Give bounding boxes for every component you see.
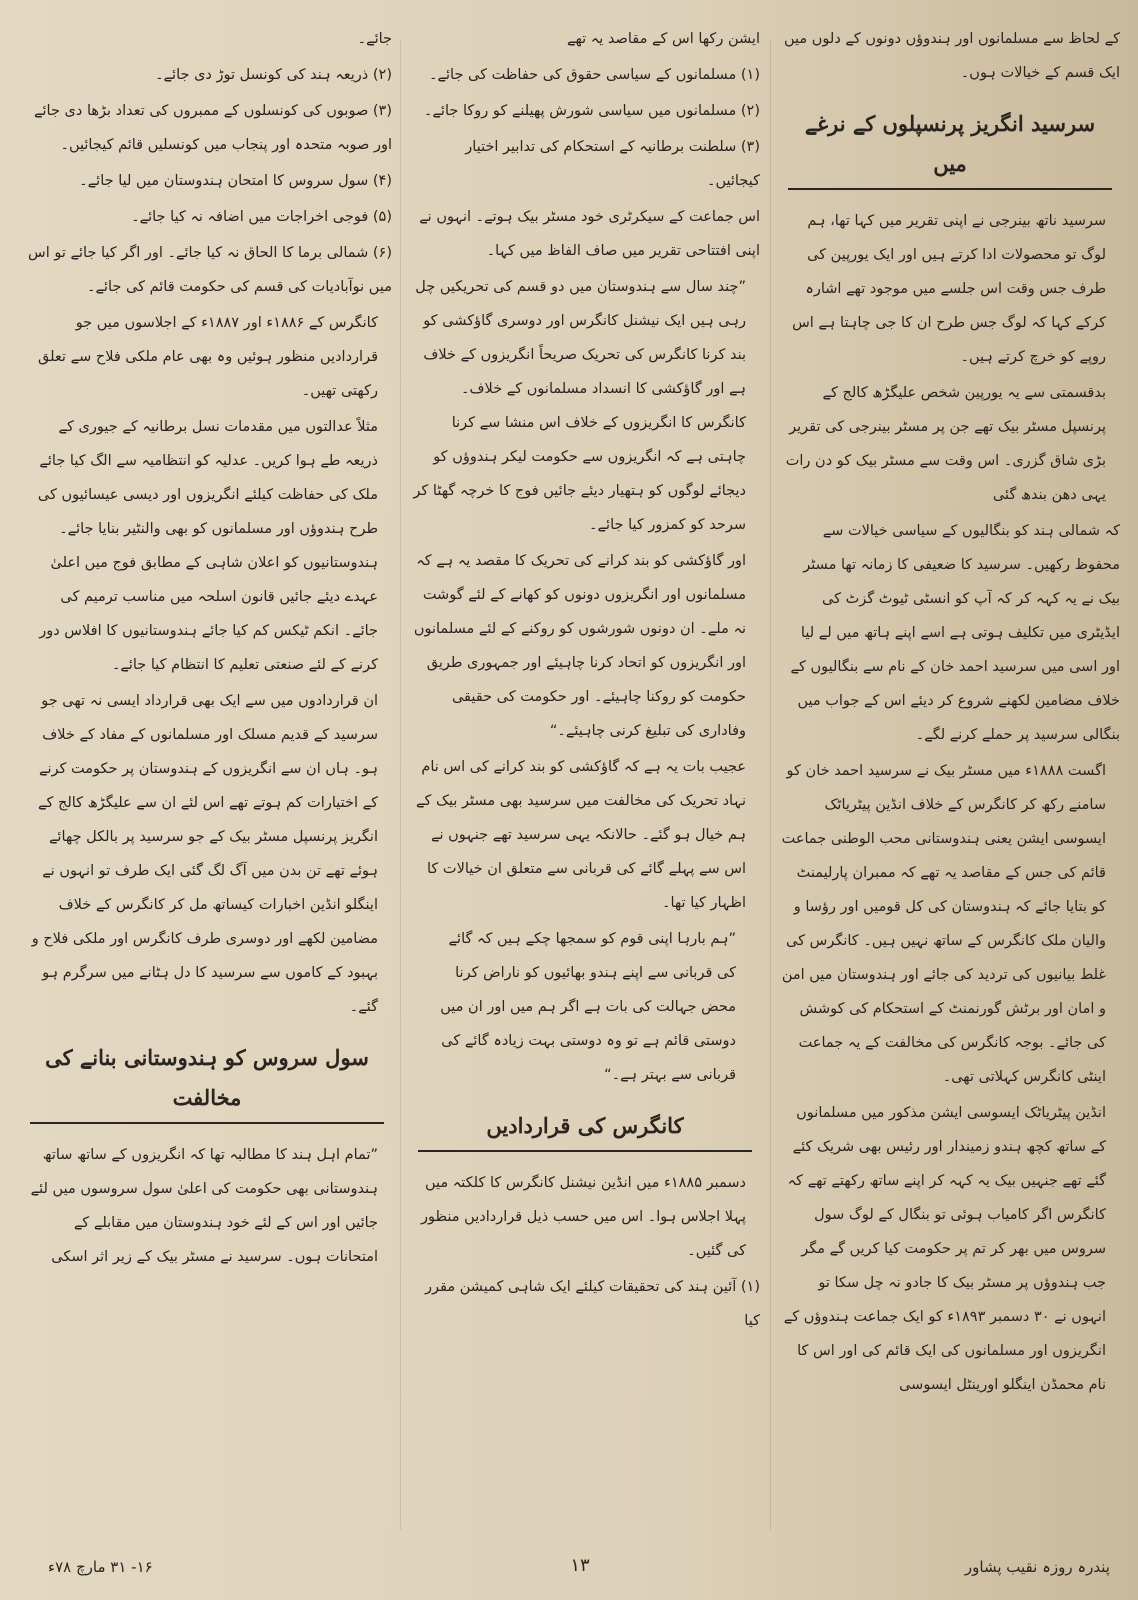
page-number: ۱۳ xyxy=(570,1555,590,1576)
paragraph: اور گاؤکشی کو بند کرانے کی تحریک کا مقصد یہ ہے کہ مسلمانوں اور انگریزوں دونوں کو کھانے کے لئے گوشت نہ ملے۔ ان دونوں شورشوں کو روکنے کے لئے مسلمانوں اور انگریزوں کو اتحاد کرنا چاہیئے اور جمہوری طریق حکومت کو روکنا چاہیئے۔ اور حکومت کی حقیقی وفاداری کی تبلیغ کرنی چاہیئے۔“ xyxy=(413,553,746,739)
paragraph: دسمبر ۱۸۸۵ء میں انڈین نیشنل کانگرس کا کلکتہ میں پہلا اجلاس ہوا۔ اس میں حسب ذیل قراردادیں منظور کی گئیں۔ xyxy=(421,1175,746,1259)
left-column xyxy=(22,22,392,1540)
paragraph: ایشن رکھا اس کے مقاصد یہ تھے xyxy=(566,31,760,47)
paragraph: انڈین پیٹریاٹک ایسوسی ایشن مذکور میں مسلمانوں کے ساتھ کچھ ہندو زمیندار اور رئیس بھی شریک کئے گئے تھے جنہیں بیک یہ کہہ کر اپنے ساتھ رکھتے تھے کہ کانگرس اگر کامیاب ہوئی تو بنگال کے لوگ سول سروس میں بھر کر تم پر حکومت کیا کریں گے مگر جب ہندوؤں پر مسٹر بیک کا جادو نہ چل سکا تو انہوں نے ۳۰ دسمبر ۱۸۹۳ء کو ایک جماعت ہندوؤں کے انگریزوں اور مسلمانوں کی ایک قائم کی اور اس کا نام محمڈن اینگلو اورینٹل ایسوسی xyxy=(783,1105,1106,1393)
paragraph: کہ شمالی ہند کو بنگالیوں کے سیاسی خیالات سے محفوظ رکھیں۔ سرسید کا ضعیفی کا زمانہ تھا مسٹر بیک نے یہ کہہ کر کہ آپ کو انسٹی ٹیوٹ گزٹ کی ایڈیٹری میں تکلیف ہوتی ہے اسے اپنے ہاتھ میں لے لیا اور اسی میں سرسید احمد خان کے نام سے بنگالیوں کے خلاف مضامین لکھنے شروع کر دیئے اس کے جواب میں بنگالی سرسید پر حملے کرنے لگے۔ xyxy=(790,523,1120,743)
issue-date: ۱۶- ۳۱ مارچ ۷۸ء xyxy=(48,1558,153,1576)
quoted-paragraph: ”چند سال سے ہندوستان میں دو قسم کی تحریکیں چل رہی ہیں ایک نیشنل کانگرس اور دوسری گاؤکشی کو بند کرنا کانگرس کی تحریک صریحاً انگریزوں کے خلاف ہے اور گاؤکشی کا انسداد مسلمانوں کے خلاف۔ کانگرس کا انگریزوں کے خلاف اس منشا سے کرنا چاہتی ہے کہ انگریزوں سے حکومت لیکر ہندوؤں کو دیجائے لوگوں کو ہتھیار دیئے جائیں فوج کا خرچہ گھٹا کر سرحد کو کمزور کیا جائے۔ xyxy=(413,279,746,533)
section-heading: کانگرس کی قراردادیں xyxy=(418,1106,752,1152)
paragraph: ”تمام اہل ہند کا مطالبہ تھا کہ انگریزوں کے ساتھ ساتھ ہندوستانی بھی حکومت کی اعلیٰ سول سروسوں میں لئے جائیں اور اس کے لئے خود ہندوستان میں مقابلے کے امتحانات ہوں۔ سرسید نے مسٹر بیک کے زیر اثر اسکی xyxy=(30,1147,378,1265)
intro-paragraph: کے لحاظ سے مسلمانوں اور ہندوؤں دونوں کے دلوں میں ایک قسم کے خیالات ہوں۔ xyxy=(783,31,1120,81)
list-item: (۶) شمالی برما کا الحاق نہ کیا جائے۔ اور اگر کیا جائے تو اس میں نوآبادیات کی قسم کی حکومت قائم کی جائے۔ xyxy=(28,245,392,295)
paragraph: عجیب بات یہ ہے کہ گاؤکشی کو بند کرانے کی اس نام نہاد تحریک کی مخالفت میں سرسید بھی مسٹر بیک کے ہم خیال ہو گئے۔ حالانکہ یہی سرسید تھے جنہوں نے اس سے پہلے گائے کی قربانی سے متعلق ان خیالات کا اظہار کیا تھا۔ xyxy=(416,759,746,911)
list-item: (۲) مسلمانوں میں سیاسی شورش پھیلنے کو روکا جائے۔ xyxy=(423,103,760,119)
paragraph: کانگرس کے ۱۸۸۶ء اور ۱۸۸۷ء کے اجلاسوں میں جو قراردادیں منظور ہوئیں وہ بھی عام ملکی فلاح سے تعلق رکھتی تھیں۔ xyxy=(38,315,378,399)
publication-name: پندرہ روزہ نقیب پشاور xyxy=(964,1558,1110,1576)
column-divider xyxy=(770,40,771,1530)
paragraph: جائے۔ xyxy=(357,31,392,47)
list-item: (۱) آئین ہند کی تحقیقات کیلئے ایک شاہی کمیشن مقرر کیا xyxy=(425,1279,760,1329)
paragraph: اگست ۱۸۸۸ء میں مسٹر بیک نے سرسید احمد خان کو سامنے رکھ کر کانگرس کے خلاف انڈین پیٹریاٹک ایسوسی ایشن یعنی ہندوستانی محب الوطنی جماعت قائم کی جس کے مقاصد یہ تھے کہ ممبران پارلیمنٹ کو بتایا جائے کہ ہندوستان کی کل قومیں اور رؤسا و والیان ملک کانگرس کے ساتھ نہیں ہیں۔ کانگرس کی غلط بیانیوں کی تردید کی جائے اور ہندوستان میں امن و امان اور برٹش گورنمنٹ کے استحکام کی کوشش کی جائے۔ بوجہ کانگرس کی مخالفت کے یہ جماعت اینٹی کانگرس کہلاتی تھی۔ xyxy=(781,763,1106,1085)
list-item: (۵) فوجی اخراجات میں اضافہ نہ کیا جائے۔ xyxy=(131,209,392,225)
paragraph: بدقسمتی سے یہ یورپین شخص علیگڑھ کالج کے پرنسپل مسٹر بیک تھے جن پر مسٹر بینرجی کی تقریر بڑی شاق گزری۔ اس وقت سے مسٹر بیک کو دن رات یہی دھن بندھ گئی xyxy=(785,385,1106,503)
paragraph: اس جماعت کے سیکرٹری خود مسٹر بیک ہوتے۔ انہوں نے اپنی افتتاحی تقریر میں صاف الفاظ میں کہا۔ xyxy=(419,209,760,259)
column-divider xyxy=(400,40,401,1530)
middle-column xyxy=(410,22,760,1540)
paragraph: سرسید ناتھ بینرجی نے اپنی تقریر میں کہا تھا، ہم لوگ تو محصولات ادا کرتے ہیں اور ایک یورپین کی طرف جس وقت اس جلسے میں موجود تھے اشارہ کرکے کہا کہ لوگ جس طرح ان کا جی چاہتا ہے اس روپے کو خرچ کرتے ہیں۔ xyxy=(792,213,1106,365)
paragraph: ان قراردادوں میں سے ایک بھی قرارداد ایسی نہ تھی جو سرسید کے قدیم مسلک اور مسلمانوں کے مفاد کے خلاف ہو۔ ہاں ان سے انگریزوں کے ہندوستان پر حکومت کرنے کے اختیارات کم ہوتے تھے اس لئے ان سے علیگڑھ کالج کے انگریز پرنسپل مسٹر بیک کے جو سرسید پر بالکل چھائے ہوئے تھے تن بدن میں آگ لگ گئی ایک طرف تو انہوں نے اینگلو انڈین اخبارات کیساتھ مل کر کانگرس کے خلاف مضامین لکھے اور دوسری طرف کانگرس اور ملکی فلاح و بہبود کے کاموں سے سرسید کا دل ہٹانے میں سرگرم ہو گئے۔ xyxy=(31,693,378,1015)
list-item: (۳) صوبوں کی کونسلوں کے ممبروں کی تعداد بڑھا دی جائے اور صوبہ متحدہ اور پنجاب میں کونسلیں قائم کیجائیں۔ xyxy=(34,103,392,153)
list-item: (۲) ذریعہ ہند کی کونسل توڑ دی جائے۔ xyxy=(155,67,392,83)
block-quote: ”ہم بارہا اپنی قوم کو سمجھا چکے ہیں کہ گائے کی قربانی سے اپنے ہندو بھائیوں کو ناراض کرنا محض جہالت کی بات ہے اگر ہم میں اور ان میں دوستی قائم ہے تو وہ دوستی بہت زیادہ گائے کی قربانی سے بہتر ہے۔“ xyxy=(440,931,736,1083)
list-item: (۴) سول سروس کا امتحان ہندوستان میں لیا جائے۔ xyxy=(79,173,392,189)
paragraph: مثلاً عدالتوں میں مقدمات نسل برطانیہ کے جیوری کے ذریعہ طے ہوا کریں۔ عدلیہ کو انتظامیہ سے الگ کیا جائے ملک کی حفاظت کیلئے انگریزوں اور دیسی عیسائیوں کی طرح ہندوؤں اور مسلمانوں کو بھی والنٹیر بنایا جائے۔ ہندوستانیوں کو اعلان شاہی کے مطابق فوج میں اعلیٰ عہدے دیئے جائیں قانون اسلحہ میں مناسب ترمیم کی جائے۔ انکم ٹیکس کم کیا جائے ہندوستانیوں کا افلاس دور کرنے کے لئے صنعتی تعلیم کا انتظام کیا جائے۔ xyxy=(37,419,378,673)
list-item: (۳) سلطنت برطانیہ کے استحکام کی تدابیر اختیار کیجائیں۔ xyxy=(465,139,760,189)
list-item: (۱) مسلمانوں کے سیاسی حقوق کی حفاظت کی جائے۔ xyxy=(429,67,760,83)
section-heading: سرسید انگریز پرنسپلوں کے نرغے میں xyxy=(788,104,1112,190)
section-heading: سول سروس کو ہندوستانی بنانے کی مخالفت xyxy=(30,1038,384,1124)
right-column xyxy=(780,22,1120,1540)
